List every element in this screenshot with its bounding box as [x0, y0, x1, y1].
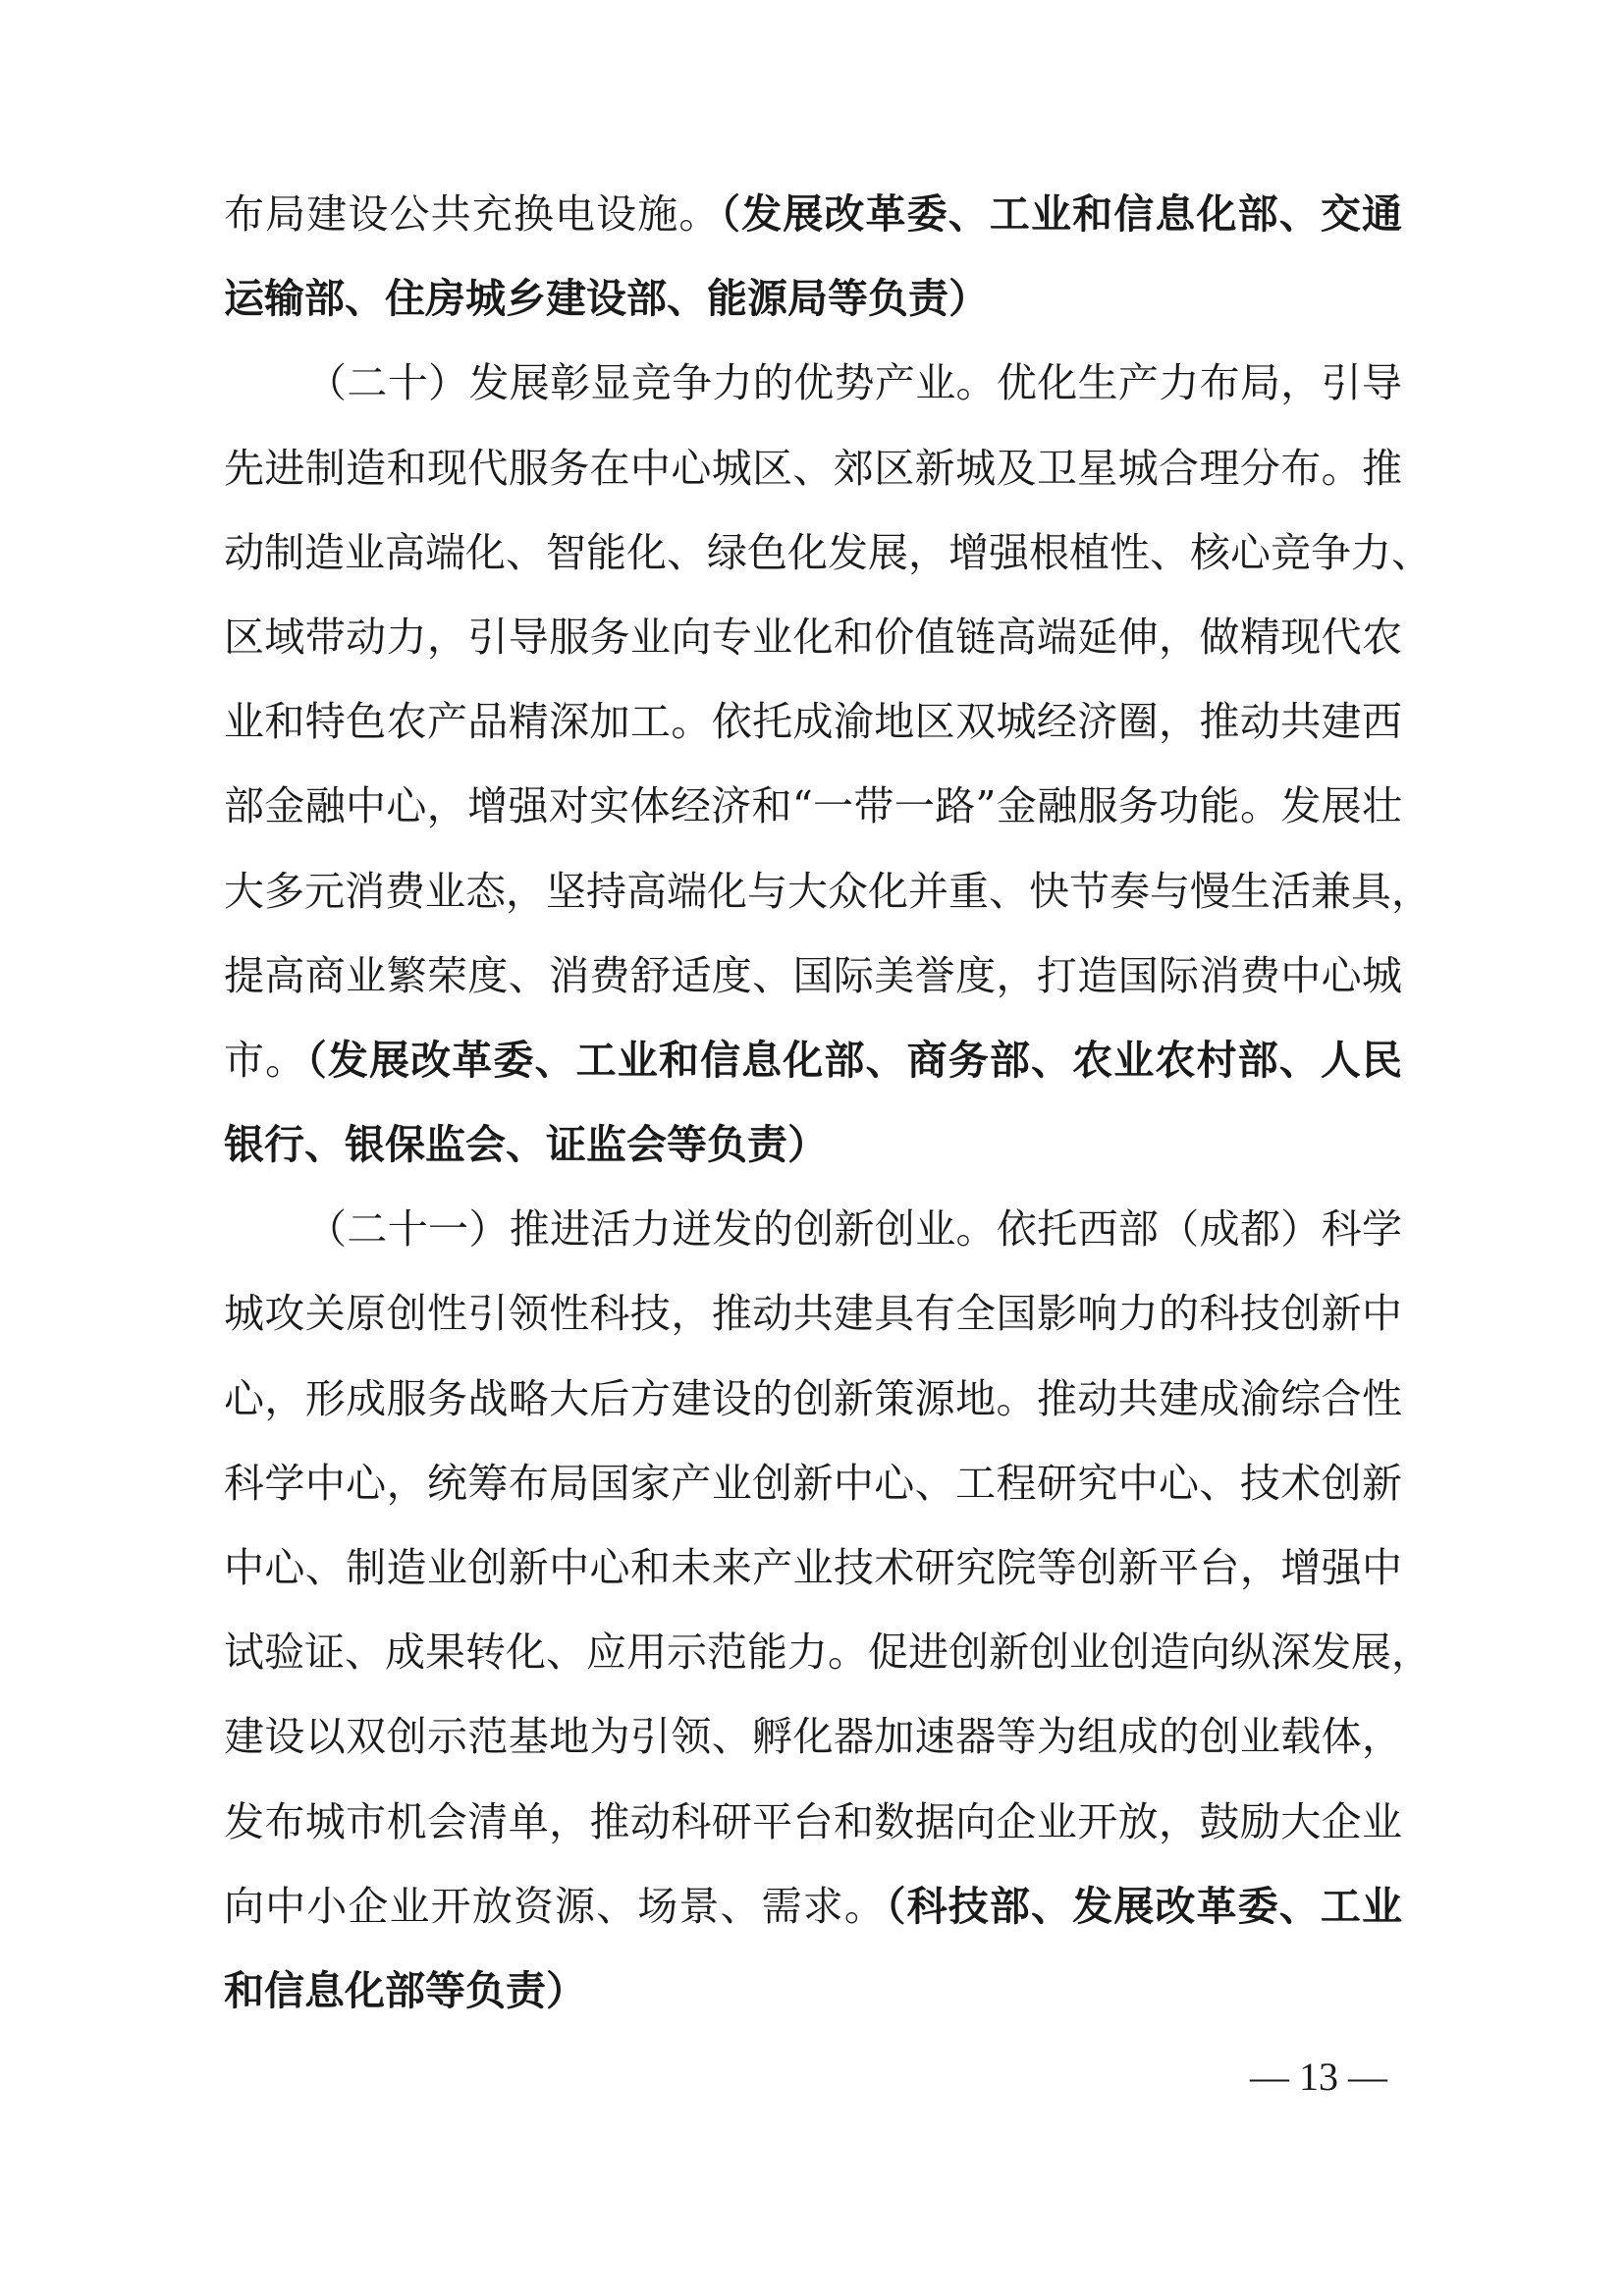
text-line	[224, 862, 1432, 921]
line-text: 向中小企业开放资源、场景、需求。	[224, 1883, 886, 1930]
text-line	[224, 1538, 1402, 1597]
line-text: 试验证、成果转化、应用示范能力。促进创新创业创造向纵深发展，	[224, 1629, 1432, 1676]
section-heading-line	[306, 1200, 1402, 1258]
text-line	[224, 608, 1402, 667]
text-line	[224, 1623, 1432, 1682]
line-text: 建设以双创示范基地为引领、孵化器加速器等为组成的创业载体，	[224, 1713, 1402, 1760]
text-line	[224, 1961, 1402, 2020]
line-text: （二十一）推进活力迸发的创新创业。依托西部（成都）科学	[306, 1205, 1402, 1253]
responsible-departments: 银行、银保监会、证监会等负责）	[224, 1121, 828, 1168]
responsible-departments: （发展改革委、工业和信息化部、商务部、农业农村部、人民	[306, 1037, 1402, 1084]
line-text: 业和特色农产品精深加工。依托成渝地区双城经济圈，推动共建西	[224, 698, 1402, 745]
text-line	[224, 185, 1402, 243]
page-number: — 13 —	[1250, 2055, 1387, 2099]
text-line	[224, 1792, 1402, 1851]
text-line	[224, 776, 1402, 835]
text-line	[224, 692, 1402, 751]
line-text: 城攻关原创性引领性科技，推动共建具有全国影响力的科技创新中	[224, 1290, 1402, 1337]
text-line	[224, 1454, 1402, 1513]
line-text: 中心、制造业创新中心和未来产业技术研究院等创新平台，增强中	[224, 1544, 1402, 1591]
section-heading-line	[306, 353, 1402, 412]
text-line	[224, 1707, 1402, 1766]
line-text: （二十）发展彰显竞争力的优势产业。优化生产力布局，引导	[306, 359, 1402, 406]
line-text: 布局建设公共充换电设施。	[224, 190, 721, 238]
text-line	[224, 1031, 1402, 1090]
text-line	[224, 523, 1432, 582]
responsible-departments: （发展改革委、工业和信息化部、交通	[720, 190, 1402, 238]
line-text: 发布城市机会清单，推动科研平台和数据向企业开放，鼓励大企业	[224, 1798, 1402, 1845]
text-line	[224, 1369, 1402, 1428]
line-text: 市。	[224, 1037, 307, 1084]
line-text: 大多元消费业态，坚持高端化与大众化并重、快节奏与慢生活兼具，	[224, 868, 1432, 915]
line-text: 先进制造和现代服务在中心城区、郊区新城及卫星城合理分布。推	[224, 445, 1402, 492]
text-line	[224, 439, 1402, 498]
line-text: 部金融中心，增强对实体经济和“一带一路”金融服务功能。发展壮	[224, 782, 1402, 829]
text-line	[224, 269, 1402, 328]
text-line	[224, 1284, 1402, 1343]
line-text: 提高商业繁荣度、消费舒适度、国际美誉度，打造国际消费中心城	[224, 952, 1402, 999]
responsible-departments: 和信息化部等负责）	[224, 1967, 586, 2014]
responsible-departments: （科技部、发展改革委、工业	[886, 1883, 1402, 1930]
text-line	[224, 1115, 1402, 1174]
line-text: 科学中心，统筹布局国家产业创新中心、工程研究中心、技术创新	[224, 1460, 1402, 1507]
line-text: 区域带动力，引导服务业向专业化和价值链高端延伸，做精现代农	[224, 614, 1402, 661]
text-line	[224, 1877, 1402, 1936]
line-text: 心，形成服务战略大后方建设的创新策源地。推动共建成渝综合性	[224, 1375, 1402, 1422]
text-line	[224, 946, 1402, 1005]
line-text: 动制造业高端化、智能化、绿色化发展，增强根植性、核心竞争力、	[224, 529, 1432, 576]
responsible-departments: 运输部、住房城乡建设部、能源局等负责）	[224, 275, 989, 322]
